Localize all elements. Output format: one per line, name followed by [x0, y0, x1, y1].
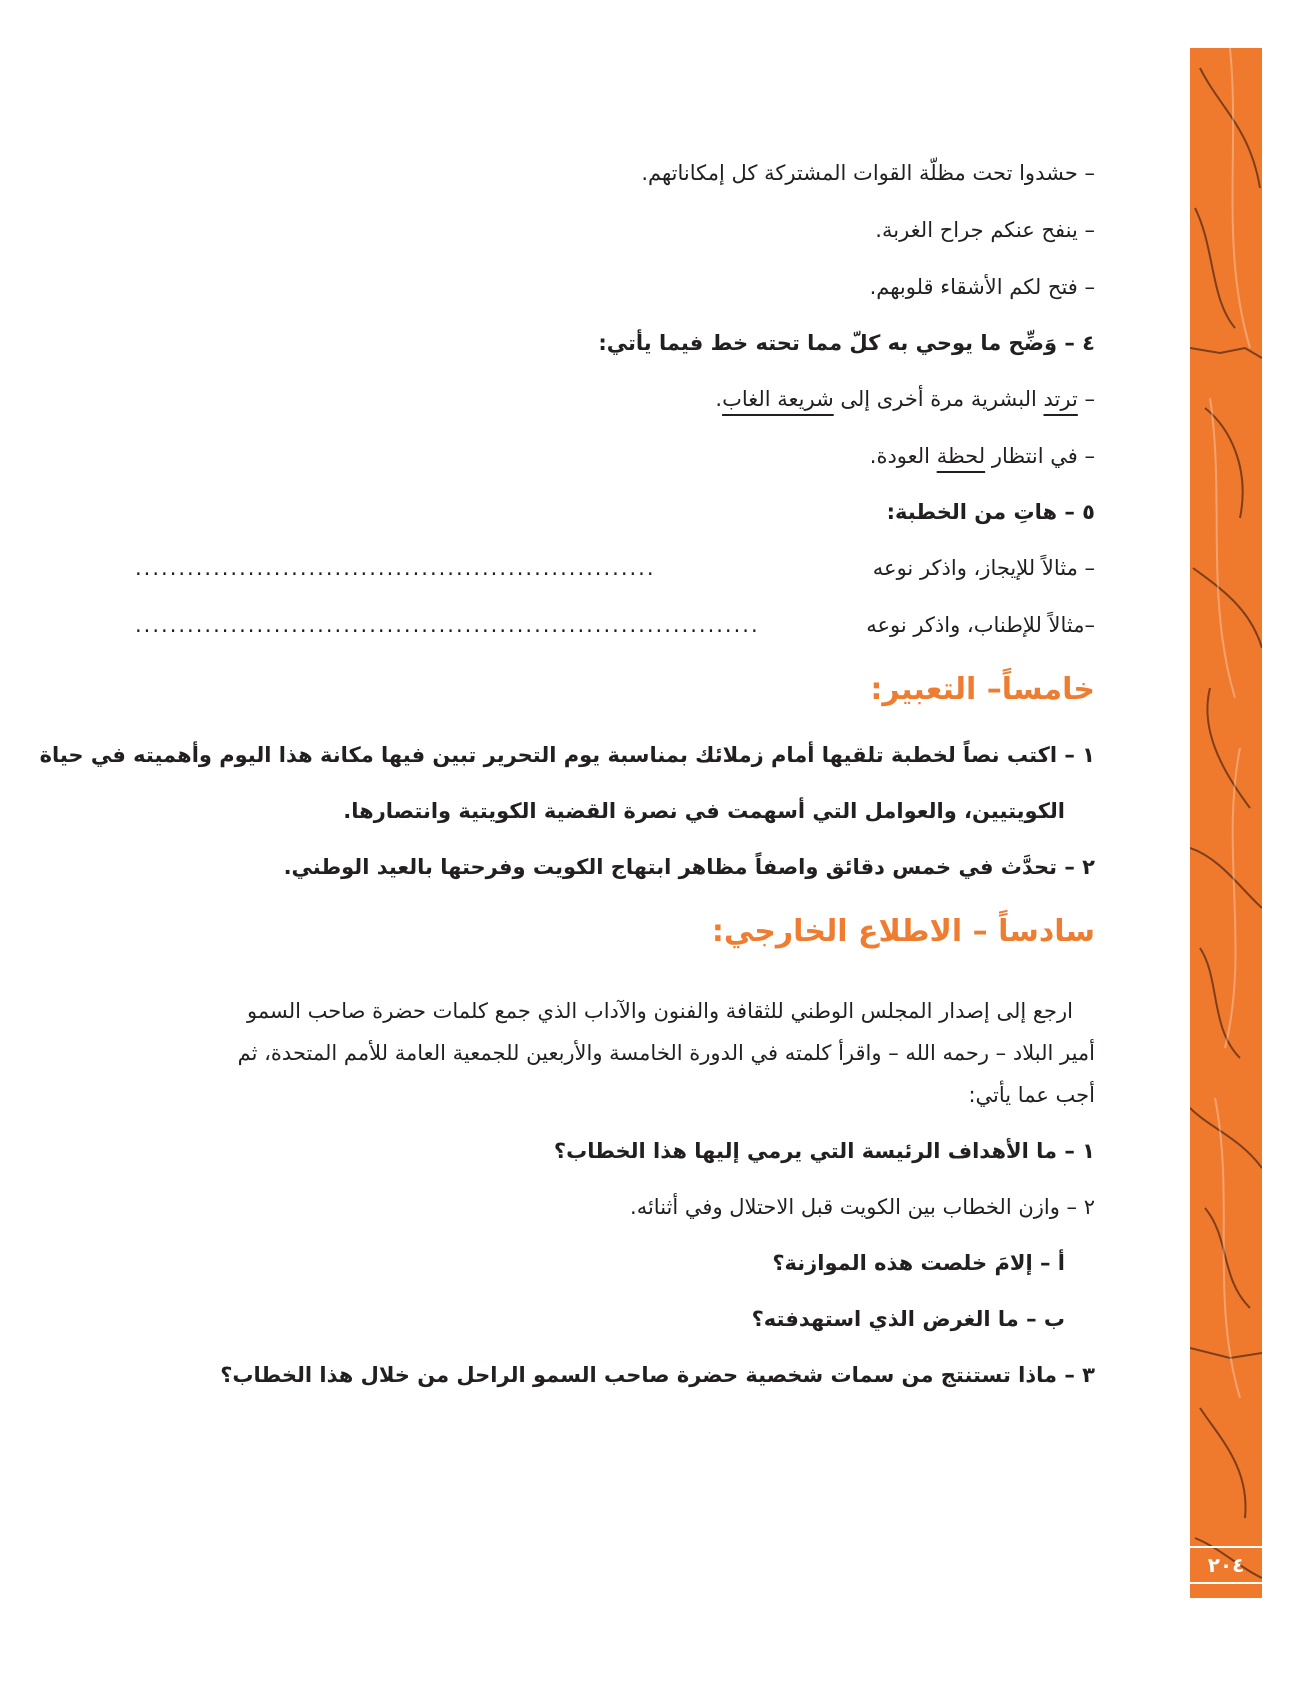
expression-item-1: ١ – اكتب نصاً لخطبة تلقيها أمام زملائك بمناسبة يوم التحرير تبين فيها مكانة هذا اليوم وأهميته في حياة — [39, 743, 1095, 767]
question-4: ٤ – وَضِّح ما يوحي به كلّ مما تحته خط فيما يأتي: — [598, 331, 1095, 355]
text-line: – ينفح عنكم جراح الغربة. — [875, 218, 1095, 242]
text-line: – فتح لكم الأشقاء قلوبهم. — [869, 275, 1095, 299]
section-heading-external-reading: سادساً – الاطلاع الخارجي: — [711, 914, 1095, 949]
underlined-phrase: ترتد — [1043, 387, 1078, 411]
answer-dots: ........................................................................ — [135, 613, 760, 637]
intro-line: أجب عما يأتي: — [968, 1083, 1095, 1107]
expression-item-1-continued: الكويتيين، والعوامل التي أسهمت في نصرة القضية الكويتية وانتصارها. — [343, 799, 1065, 823]
expression-item-2: ٢ – تحدَّث في خمس دقائق واصفاً مظاهر ابتهاج الكويت وفرحتها بالعيد الوطني. — [283, 855, 1095, 879]
underlined-phrase: لحظة — [936, 444, 986, 468]
reading-question-2a: أ – إلامَ خلصت هذه الموازنة؟ — [772, 1251, 1065, 1275]
text-span: البشرية مرة أخرى إلى — [833, 387, 1044, 411]
page-number: ٢٠٤ — [1190, 1546, 1262, 1584]
text-span: – في انتظار — [985, 444, 1095, 468]
text-line: – حشدوا تحت مظلّة القوات المشتركة كل إمكاناتهم. — [641, 161, 1095, 185]
reading-question-2b: ب – ما الغرض الذي استهدفته؟ — [751, 1307, 1065, 1331]
text-line: –مثالاً للإطناب، واذكر نوعه — [866, 613, 1095, 637]
reading-question-1: ١ – ما الأهداف الرئيسة التي يرمي إليها هذا الخطاب؟ — [553, 1139, 1095, 1163]
intro-line: أمير البلاد – رحمه الله – واقرأ كلمته في الدورة الخامسة والأربعين للجمعية العامة للأمم المتحدة، ثم — [237, 1041, 1095, 1065]
text-line: – مثالاً للإيجاز، واذكر نوعه — [872, 556, 1095, 580]
section-heading-expression: خامساً– التعبير: — [870, 672, 1095, 707]
decorative-side-strip — [1190, 48, 1262, 1598]
underlined-phrase: شريعة الغاب — [722, 387, 834, 411]
reading-question-3: ٣ – ماذا تستنتج من سمات شخصية حضرة صاحب السمو الراحل من خلال هذا الخطاب؟ — [220, 1363, 1095, 1387]
text-span: . — [715, 387, 723, 411]
text-line — [870, 441, 1095, 471]
text-span: – — [1077, 387, 1095, 411]
answer-dots: ............................................................ — [135, 556, 656, 580]
reading-question-2: ٢ – وازن الخطاب بين الكويت قبل الاحتلال وفي أثنائه. — [630, 1195, 1095, 1219]
question-5: ٥ – هاتِ من الخطبة: — [886, 500, 1095, 524]
decorative-pattern — [1190, 48, 1262, 1598]
text-line — [715, 384, 1095, 414]
text-span: العودة. — [869, 444, 937, 468]
intro-line: ارجع إلى إصدار المجلس الوطني للثقافة والفنون والآداب الذي جمع كلمات حضرة صاحب السمو — [247, 999, 1073, 1023]
